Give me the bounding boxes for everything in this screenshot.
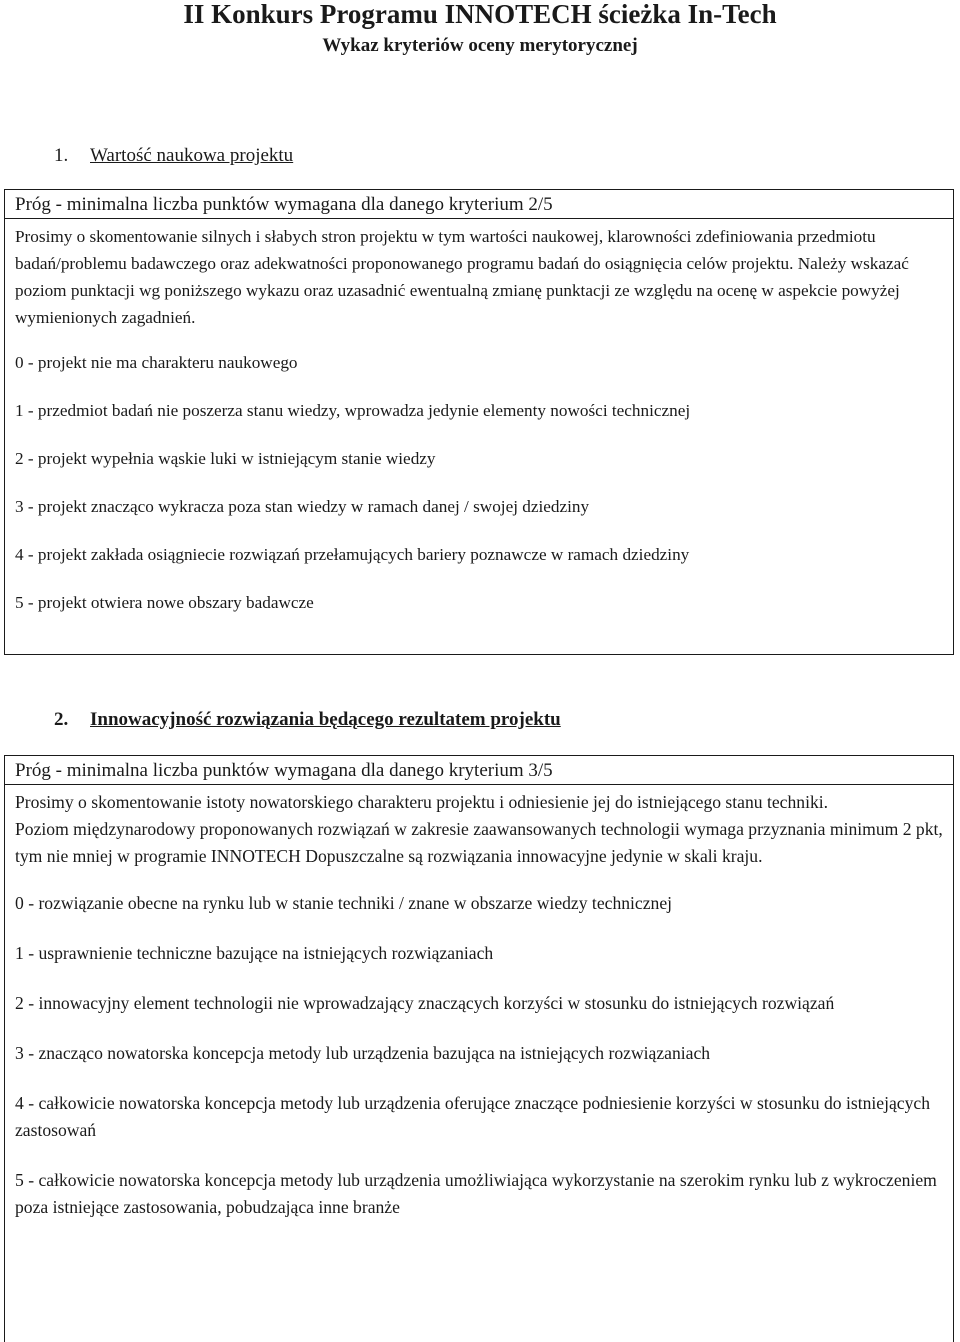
score-level-5: 5 - projekt otwiera nowe obszary badawcze <box>15 593 314 612</box>
score-level-0: 0 - projekt nie ma charakteru naukowego <box>15 353 298 372</box>
score-level-3: 3 - projekt znacząco wykracza poza stan wiedzy w ramach danej / swojej dziedziny <box>15 497 590 516</box>
section-2-description-1: Prosimy o skomentowanie istoty nowatorskiego charakteru projektu i odniesienie jej do istniejącego stanu techniki. <box>15 792 829 812</box>
section-number: 1. <box>54 145 69 166</box>
document-title: II Konkurs Programu INNOTECH ścieżka In-Tech <box>183 0 777 29</box>
score-level-5: 5 - całkowicie nowatorska koncepcja metody lub urządzenia umożliwiająca wykorzystanie na szerokim rynku lub z wykroczeniem poza istniejące zastosowania, pobudzająca inne branże <box>15 1170 937 1217</box>
score-level-2: 2 - innowacyjny element technologii nie wprowadzający znaczących korzyści w stosunku do istniejących rozwiązań <box>15 993 835 1013</box>
section-2-criteria-box <box>4 755 954 1342</box>
section-2-body <box>5 785 953 1221</box>
score-level-4: 4 - całkowicie nowatorska koncepcja metody lub urządzenia oferujące znaczące podniesienie korzyści w stosunku do istniejących zastosowań <box>15 1093 930 1140</box>
score-level-1: 1 - przedmiot badań nie poszerza stanu wiedzy, wprowadza jedynie elementy nowości technicznej <box>15 401 691 420</box>
section-1-body <box>5 219 953 616</box>
section-1-description: Prosimy o skomentowanie silnych i słabych stron projektu w tym wartości naukowej, klarowności zdefiniowania przedmiotu badań/problemu badawczego oraz adekwatności proponowanego programu badań do osiągnięcia celów projektu. Należy wskazać poziom punktacji wg poniższego wykazu oraz uzasadnić ewentualną zmianę punktacji ze względu na ocenę w aspekcie powyżej wymienionych zagadnień. <box>15 227 909 327</box>
section-1-criteria-box <box>4 189 954 655</box>
score-level-4: 4 - projekt zakłada osiągniecie rozwiązań przełamujących bariery poznawcze w ramach dziedziny <box>15 545 690 564</box>
score-level-3: 3 - znacząco nowatorska koncepcja metody lub urządzenia bazująca na istniejących rozwiązaniach <box>15 1043 711 1063</box>
score-level-1: 1 - usprawnienie techniczne bazujące na istniejących rozwiązaniach <box>15 943 494 963</box>
section-title: Innowacyjność rozwiązania będącego rezultatem projektu <box>90 709 561 730</box>
section-1-heading <box>54 144 293 168</box>
section-2-heading <box>54 708 561 732</box>
section-title: Wartość naukowa projektu <box>90 145 294 166</box>
document-subtitle: Wykaz kryteriów oceny merytorycznej <box>322 35 638 56</box>
score-level-2: 2 - projekt wypełnia wąskie luki w istniejącym stanie wiedzy <box>15 449 436 468</box>
score-level-0: 0 - rozwiązanie obecne na rynku lub w stanie techniki / znane w obszarze wiedzy technicznej <box>15 893 673 913</box>
section-1-threshold: Próg - minimalna liczba punktów wymagana dla danego kryterium 2/5 <box>5 190 953 219</box>
section-number: 2. <box>54 709 69 730</box>
section-2-threshold: Próg - minimalna liczba punktów wymagana dla danego kryterium 3/5 <box>5 756 953 785</box>
section-2-description-2: Poziom międzynarodowy proponowanych rozwiązań w zakresie zaawansowanych technologii wymaga przyznania minimum 2 pkt, tym nie mniej w programie INNOTECH Dopuszczalne są rozwiązania innowacyjne jedynie w skali kraju. <box>15 819 943 866</box>
